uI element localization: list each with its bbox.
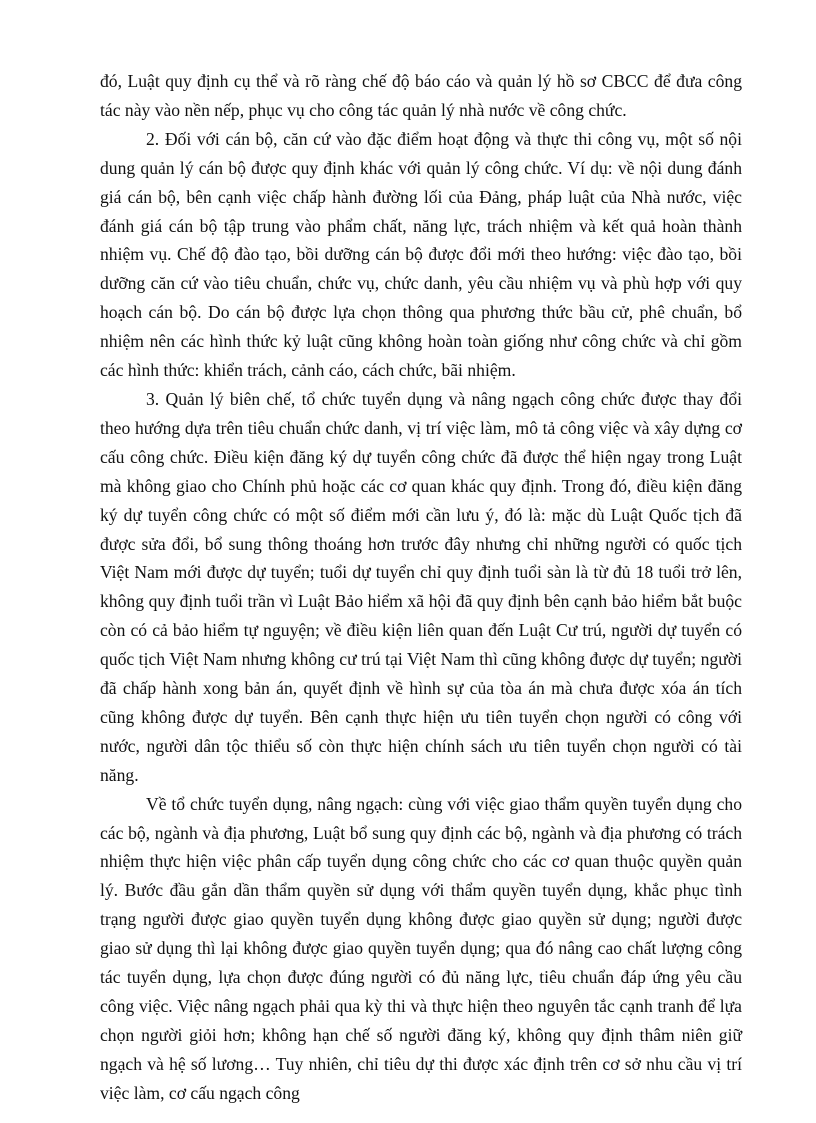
paragraph-continuation: đó, Luật quy định cụ thể và rõ ràng chế độ báo cáo và quản lý hồ sơ CBCC để đưa công tác này vào nền nếp, phục vụ cho công tác quản lý nhà nước về công chức.: [100, 71, 742, 120]
paragraph-recruitment-promotion: Về tổ chức tuyển dụng, nâng ngạch: cùng với việc giao thẩm quyền tuyển dụng cho các bộ, ngành và địa phương, Luật bổ sung quy định các bộ, ngành và địa phương có trách nhiệm thực hiện việc phân cấp tuyển dụng công chức cho các cơ quan thuộc quyền quản lý. Bước đầu gắn dần thẩm quyền sử dụng với thẩm quyền tuyển dụng, khắc phục tình trạng người được giao quyền tuyển dụng không được giao quyền sử dụng; người được giao sử dụng thì lại không được giao quyền tuyển dụng; qua đó nâng cao chất lượng công tác tuyển dụng, lựa chọn được đúng người có đủ năng lực, tiêu chuẩn đáp ứng yêu cầu công việc. Việc nâng ngạch phải qua kỳ thi và thực hiện theo nguyên tắc cạnh tranh để lựa chọn người giỏi hơn; không hạn chế số người đăng ký, không quy định thâm niên giữ ngạch và hệ số lương… Tuy nhiên, chỉ tiêu dự thi được xác định trên cơ sở nhu cầu vị trí việc làm, cơ cấu ngạch công: [100, 793, 742, 1103]
paragraph-section-3-staffing-recruitment: 3. Quản lý biên chế, tổ chức tuyển dụng và nâng ngạch công chức được thay đổi theo hướng dựa trên tiêu chuẩn chức danh, vị trí việc làm, mô tả công việc và xây dựng cơ cấu công chức. Điều kiện đăng ký dự tuyển công chức đã được thể hiện ngay trong Luật mà không giao cho Chính phủ hoặc các cơ quan khác quy định. Trong đó, điều kiện đăng ký dự tuyển công chức có một số điểm mới cần lưu ý, đó là: mặc dù Luật Quốc tịch đã được sửa đổi, bổ sung thông thoáng hơn trước đây nhưng chỉ những người có quốc tịch Việt Nam mới được dự tuyển; tuổi dự tuyển chỉ quy định tuổi sàn là từ đủ 18 tuổi trở lên, không quy định tuổi trần vì Luật Bảo hiểm xã hội đã quy định bên cạnh bảo hiểm bắt buộc còn có cả bảo hiểm tự nguyện; về điều kiện liên quan đến Luật Cư trú, người dự tuyển có quốc tịch Việt Nam nhưng không cư trú tại Việt Nam thì cũng không được dự tuyển; người đã chấp hành xong bản án, quyết định về hình sự của tòa án mà chưa được xóa án tích cũng không được dự tuyển. Bên cạnh thực hiện ưu tiên tuyển chọn người có công với nước, người dân tộc thiểu số còn thực hiện chính sách ưu tiên tuyển chọn người có tài năng.: [100, 388, 742, 785]
paragraph-section-2-cadre-management: 2. Đối với cán bộ, căn cứ vào đặc điểm hoạt động và thực thi công vụ, một số nội dung quản lý cán bộ được quy định khác với quản lý công chức. Ví dụ: về nội dung đánh giá cán bộ, bên cạnh việc chấp hành đường lối của Đảng, pháp luật của Nhà nước, việc đánh giá cán bộ tập trung vào phẩm chất, năng lực, trách nhiệm và kết quả hoàn thành nhiệm vụ. Chế độ đào tạo, bồi dưỡng cán bộ được đổi mới theo hướng: việc đào tạo, bồi dưỡng căn cứ vào tiêu chuẩn, chức vụ, chức danh, yêu cầu nhiệm vụ và phù hợp với quy hoạch cán bộ. Do cán bộ được lựa chọn thông qua phương thức bầu cử, phê chuẩn, bổ nhiệm nên các hình thức kỷ luật cũng không hoàn toàn giống như công chức và chỉ gồm các hình thức: khiển trách, cảnh cáo, cách chức, bãi nhiệm.: [100, 128, 742, 381]
document-page: [100, 67, 742, 1108]
